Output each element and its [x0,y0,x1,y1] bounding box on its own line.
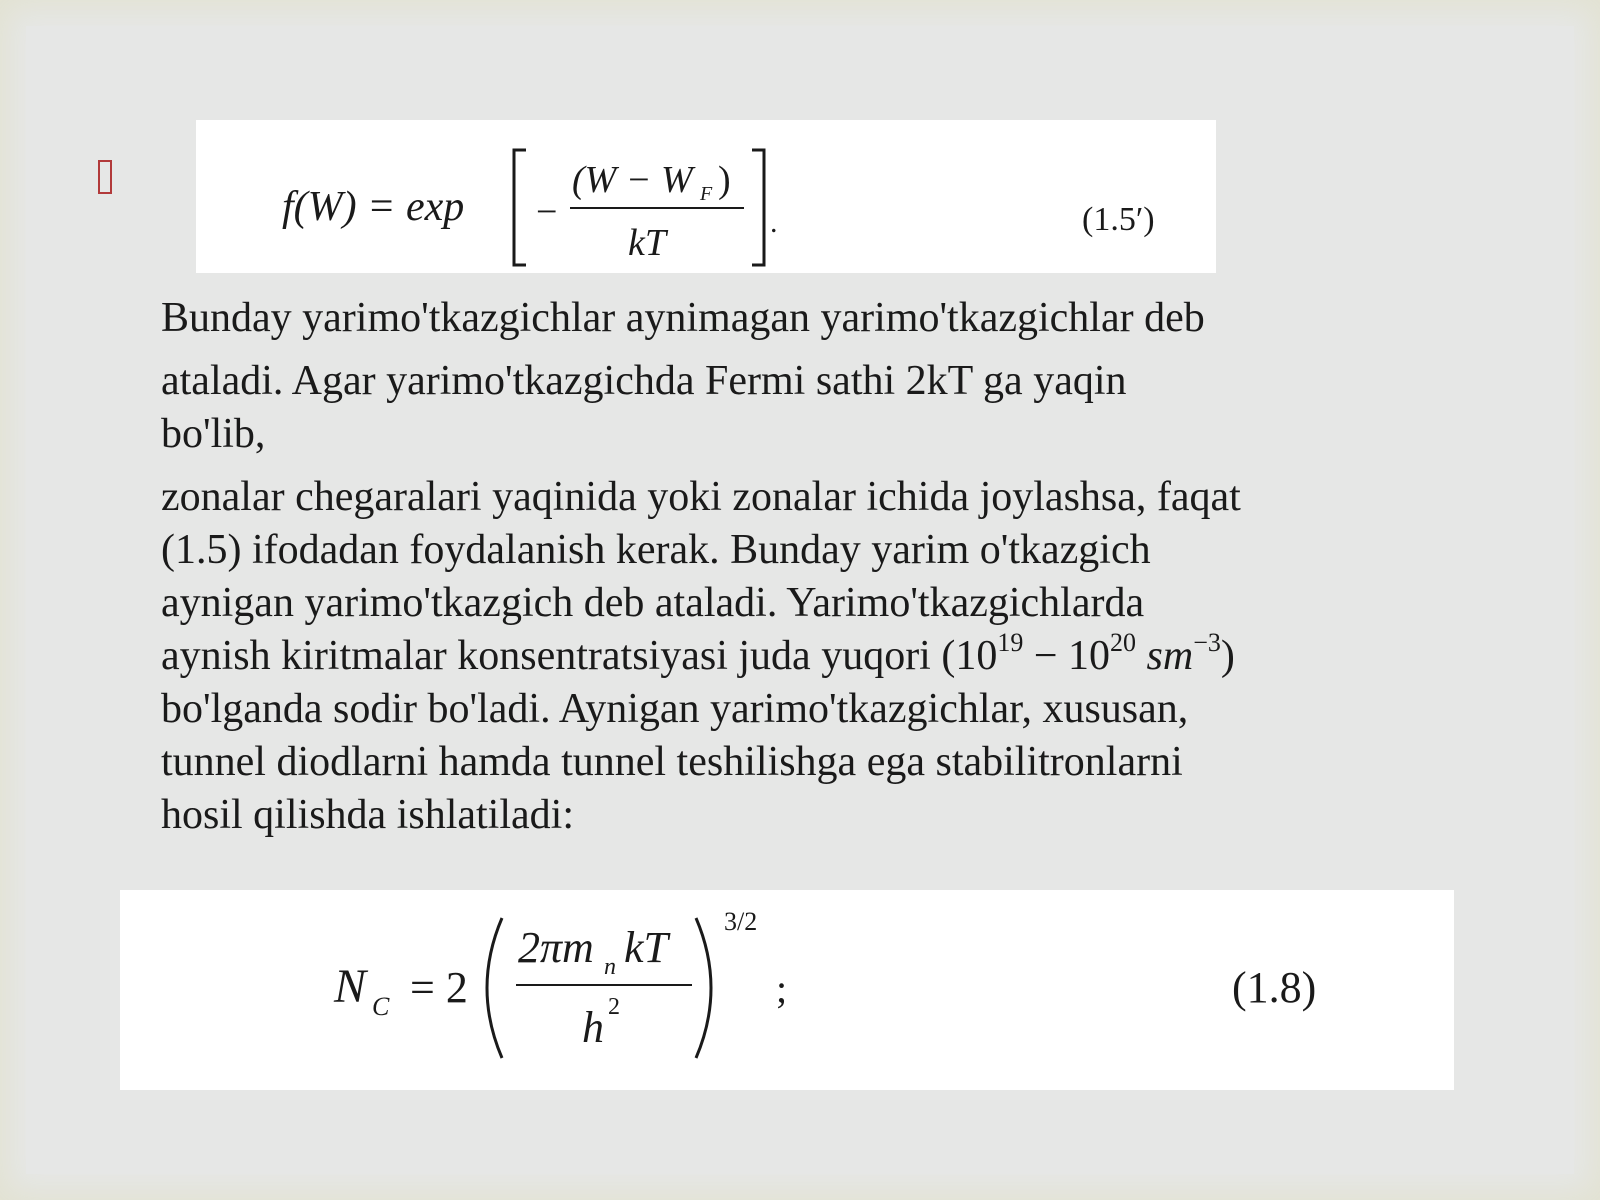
eq2-numerator: 2πm [518,923,594,972]
eq1-right-bracket [752,150,764,265]
equation-1 [196,120,1216,273]
paragraph-line-10: hosil qilishda ishlatiladi: [161,792,574,838]
eq1-numerator-sub: F [700,183,713,205]
eq2-right-paren [696,918,711,1058]
eq2-denominator-exp: 2 [608,994,620,1020]
line7-exp1: 19 [997,628,1024,657]
eq2-left-paren [487,918,502,1058]
paragraph-line-5: (1.5) ifodadan foydalanish kerak. Bunday yarim o'tkazgich [161,527,1151,573]
eq1-numerator: (W − W [572,159,693,201]
line7-dash: − [1023,633,1069,679]
eq1-denominator: kT [628,222,666,264]
eq2-lhs: N [334,960,367,1013]
paragraph-line-8: bo'lganda sodir bo'ladi. Aynigan yarimo'tkazgichlar, xususan, [161,686,1189,732]
line7-text: aynish kiritmalar konsentratsiyasi juda yuqori ( [161,633,956,679]
paragraph-line-2: ataladi. Agar yarimo'tkazgichda Fermi sathi 2kT ga yaqin [161,358,1127,404]
paragraph-line-4: zonalar chegaralari yaqinida yoki zonalar ichida joylashsa, faqat [161,474,1241,520]
paragraph-line-7 [161,630,1491,683]
eq2-numerator-tail: kT [624,923,668,972]
line7-base2: 10 [1068,633,1111,679]
eq2-label: (1.8) [1232,963,1317,1012]
line7-exp2: 20 [1110,628,1137,657]
eq1-numerator-close: ) [718,159,731,201]
eq1-minus: − [536,191,558,233]
eq2-numerator-sub: n [604,954,616,980]
paragraph-line-9: tunnel diodlarni hamda tunnel teshilishga ega stabilitronlarni [161,739,1183,785]
line7-base1: 10 [955,633,998,679]
line7-close: ) [1220,633,1235,679]
line7-unit: sm [1136,633,1194,679]
eq2-equals: = 2 [410,963,468,1012]
equation-1-image [196,120,1216,273]
eq1-left-bracket [514,150,526,265]
eq1-trail: . [770,206,778,239]
bullet-icon [98,160,112,194]
equation-2 [120,890,1454,1090]
paragraph-line-1: Bunday yarimo'tkazgichlar aynimagan yarimo'tkazgichlar deb [161,295,1205,341]
line7-exp3: −3 [1193,628,1221,657]
paragraph-line-6: aynigan yarimo'tkazgich deb ataladi. Yarimo'tkazgichlarda [161,580,1145,626]
eq2-lhs-sub: C [372,992,390,1021]
eq1-lhs: f(W) = exp [282,184,465,230]
equation-2-image [120,890,1454,1090]
paragraph-line-3: bo'lib, [161,411,266,457]
eq2-exponent: 3/2 [724,907,758,936]
eq2-denominator: h [582,1003,604,1052]
eq1-label: (1.5′) [1082,201,1155,238]
body-paragraph [161,292,1491,842]
eq2-semicolon: ; [776,966,788,1011]
